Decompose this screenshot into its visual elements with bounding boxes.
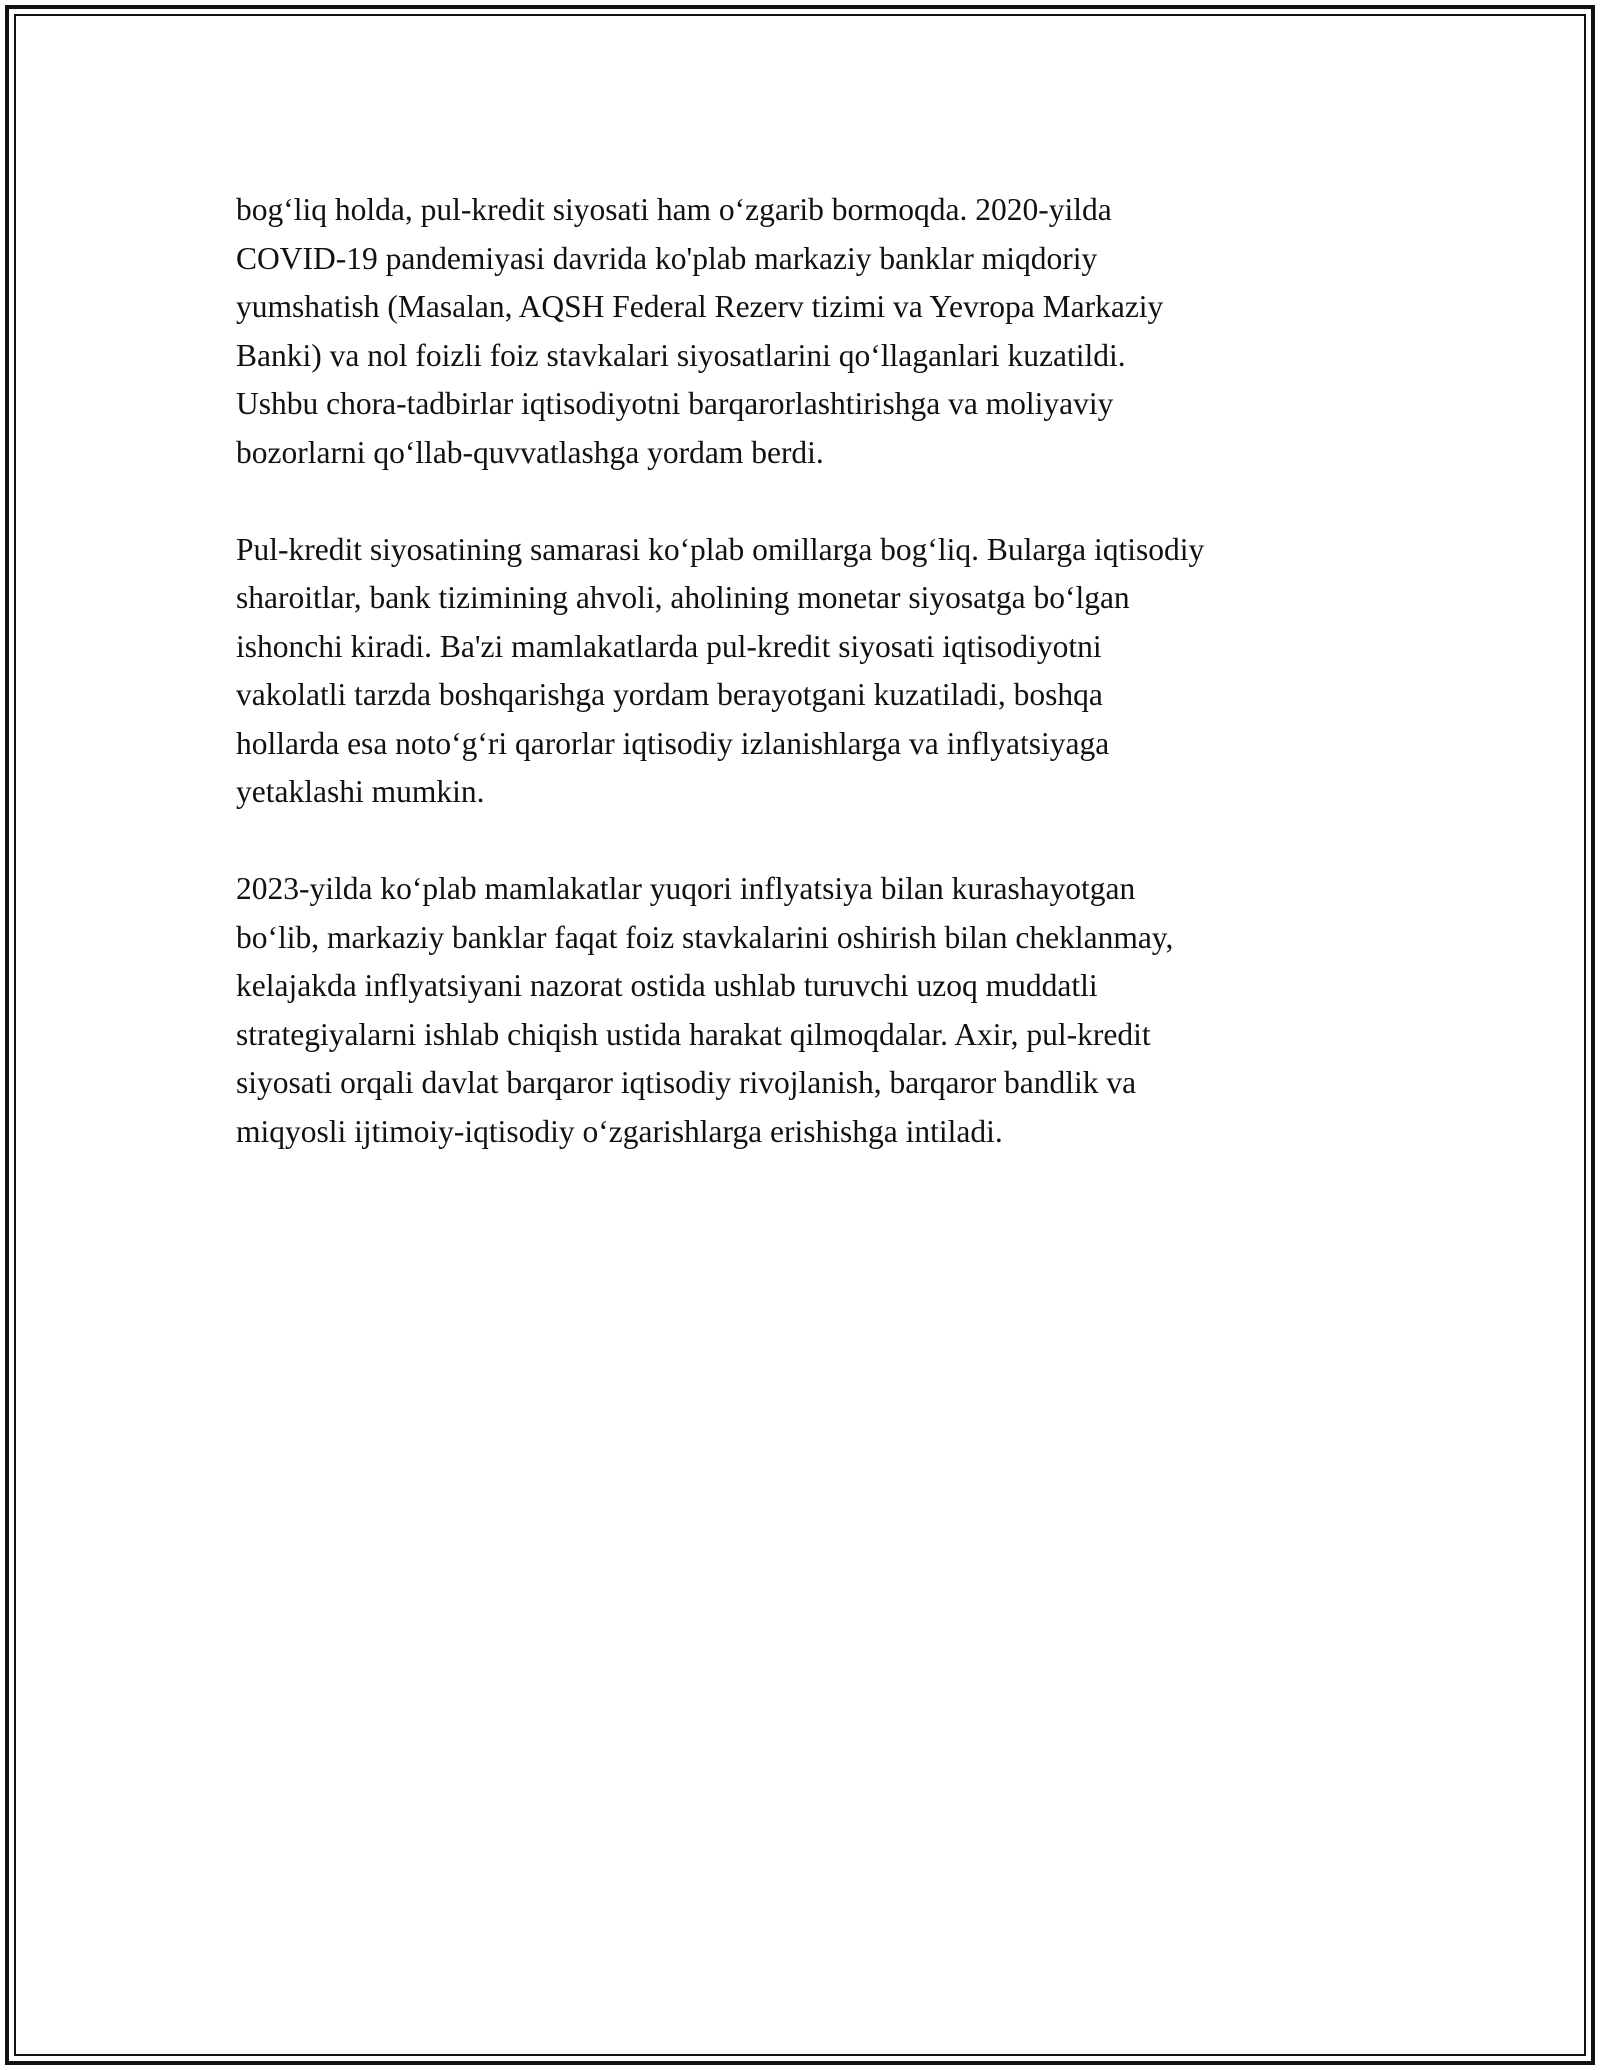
text-line: bog‘liq holda, pul-kredit siyosati ham o‘zgarib bormoqda. 2020-yilda [236, 192, 1112, 227]
text-line: Pul-kredit siyosatining samarasi ko‘plab omillarga bog‘liq. Bularga iqtisodiy [236, 531, 1205, 567]
text-line: siyosati orqali davlat barqaror iqtisodiy rivojlanish, barqaror bandlik va [236, 1065, 1137, 1100]
document-body [236, 186, 1436, 1156]
text-line: COVID-19 pandemiyasi davrida ko'plab markaziy banklar miqdoriy [236, 240, 1098, 276]
text-line: Banki) va nol foizli foiz stavkalari siyosatlarini qo‘llaganlari kuzatildi. [236, 337, 1126, 373]
text-line: strategiyalarni ishlab chiqish ustida harakat qilmoqdalar. Axir, pul-kredit [236, 1016, 1151, 1052]
text-line: kelajakda inflyatsiyani nazorat ostida ushlab turuvchi uzoq muddatli [236, 968, 1098, 1003]
text-line: bo‘lib, markaziy banklar faqat foiz stavkalarini oshirish bilan cheklanmay, [236, 919, 1174, 955]
paragraph-3 [236, 865, 1436, 1156]
text-line: sharoitlar, bank tizimining ahvoli, aholining monetar siyosatga bo‘lgan [236, 580, 1130, 615]
text-line: bozorlarni qo‘llab-quvvatlashga yordam berdi. [236, 434, 824, 470]
text-line: vakolatli tarzda boshqarishga yordam berayotgani kuzatiladi, boshqa [236, 677, 1103, 712]
text-line: Ushbu chora-tadbirlar iqtisodiyotni barqarorlashtirishga va moliyaviy [236, 386, 1114, 421]
paragraph-2 [236, 526, 1436, 817]
text-line: miqyosli ijtimoiy-iqtisodiy o‘zgarishlarga erishishga intiladi. [236, 1113, 1003, 1149]
paragraph-1 [236, 186, 1436, 477]
text-line: 2023-yilda ko‘plab mamlakatlar yuqori inflyatsiya bilan kurashayotgan [236, 871, 1136, 906]
text-line: yumshatish (Masalan, AQSH Federal Rezerv tizimi va Yevropa Markaziy [236, 289, 1164, 324]
text-line: yetaklashi mumkin. [236, 774, 485, 809]
text-line: ishonchi kiradi. Ba'zi mamlakatlarda pul-kredit siyosati iqtisodiyotni [236, 628, 1102, 664]
text-line: hollarda esa noto‘g‘ri qarorlar iqtisodiy izlanishlarga va inflyatsiyaga [236, 725, 1110, 761]
